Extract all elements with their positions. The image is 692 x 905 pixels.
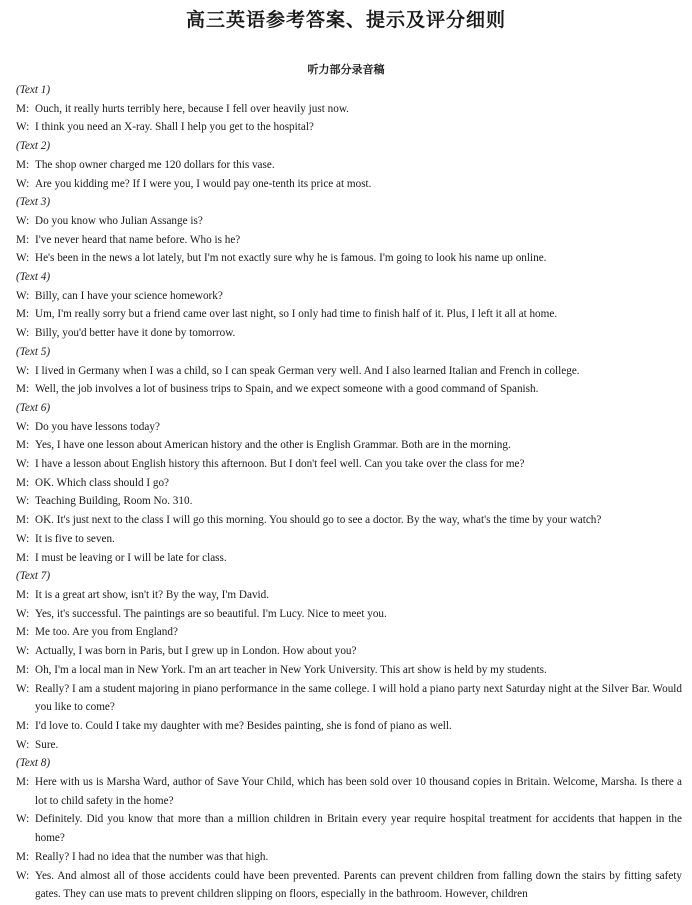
dialogue-text: Actually, I was born in Paris, but I grew up in London. How about you?	[35, 645, 357, 658]
dialogue-text: Um, I'm really sorry but a friend came over last night, so I only had time to finish half of it. Plus, I left it all at home.	[35, 308, 558, 321]
dialogue-line	[16, 810, 682, 847]
text-heading: (Text 1)	[16, 84, 51, 96]
speaker-label: W:	[16, 532, 30, 545]
dialogue-text: Yes, it's successful. The paintings are so beautiful. I'm Lucy. Nice to meet you.	[35, 607, 387, 620]
speaker-label: W:	[16, 869, 30, 882]
dialogue-line	[16, 530, 682, 549]
speaker-label: W:	[16, 289, 30, 302]
dialogue-text: I think you need an X-ray. Shall I help you get to the hospital?	[35, 121, 314, 134]
speaker-label: M:	[16, 308, 30, 321]
dialogue-line	[16, 249, 682, 268]
dialogue-line	[16, 418, 682, 437]
dialogue-text: It is a great art show, isn't it? By the way, I'm David.	[35, 588, 270, 601]
dialogue-text: The shop owner charged me 120 dollars for this vase.	[35, 158, 275, 171]
speaker-label: W:	[16, 607, 30, 620]
dialogue-text: OK. Which class should I go?	[35, 476, 170, 489]
dialogue-line	[16, 118, 682, 137]
text-heading: (Text 8)	[16, 757, 51, 770]
speaker-label: W:	[16, 364, 30, 377]
dialogue-line	[16, 867, 682, 904]
speaker-label: M:	[16, 663, 30, 676]
dialogue-text: Yes. And almost all of those accidents could have been prevented. Parents can prevent children from falling down the stairs by fitting safety gates. They can use mats to prevent children slipping on floors, especially in the bathroom. However, children	[35, 869, 682, 901]
dialogue-line	[16, 474, 682, 493]
dialogue-line	[16, 680, 682, 717]
speaker-label: W:	[16, 252, 30, 265]
speaker-label: W:	[16, 495, 30, 508]
speaker-label: M:	[16, 102, 30, 115]
dialogue-line	[16, 549, 682, 568]
dialogue-line	[16, 305, 682, 324]
dialogue-line	[16, 717, 682, 736]
dialogue-text: Well, the job involves a lot of business trips to Spain, and we expect someone with a good command of Spanish.	[35, 383, 539, 396]
dialogue-text: Me too. Are you from England?	[35, 626, 178, 639]
dialogue-text: He's been in the news a lot lately, but I'm not exactly sure why he is famous. I'm going to look his name up online.	[35, 252, 547, 265]
speaker-label: W:	[16, 214, 30, 227]
speaker-label: W:	[16, 645, 30, 658]
dialogue-text: It is five to seven.	[35, 532, 115, 545]
dialogue-text: Billy, can I have your science homework?	[35, 289, 223, 302]
text-heading: (Text 5)	[16, 345, 51, 358]
speaker-label: W:	[16, 327, 30, 340]
dialogue-line	[16, 380, 682, 399]
dialogue-line	[16, 586, 682, 605]
speaker-label: M:	[16, 383, 30, 396]
page-title: 高三英语参考答案、提示及评分细则	[185, 9, 506, 31]
dialogue-line	[16, 436, 682, 455]
speaker-label: M:	[16, 776, 30, 789]
speaker-label: M:	[16, 551, 30, 564]
dialogue-line	[16, 661, 682, 680]
transcript	[16, 81, 682, 904]
speaker-label: W:	[16, 813, 30, 826]
dialogue-text: Definitely. Did you know that more than a million children in Britain every year require hospital treatment for accidents that happen in the home?	[35, 813, 682, 845]
speaker-label: W:	[16, 420, 30, 433]
speaker-label: W:	[16, 177, 30, 190]
dialogue-line	[16, 231, 682, 250]
dialogue-line	[16, 156, 682, 175]
dialogue-text: Really? I had no idea that the number was that high.	[35, 850, 269, 863]
dialogue-line	[16, 175, 682, 194]
speaker-label: M:	[16, 850, 30, 863]
dialogue-text: Sure.	[35, 738, 59, 751]
text-heading: (Text 2)	[16, 140, 51, 153]
dialogue-line	[16, 455, 682, 474]
dialogue-text: Teaching Building, Room No. 310.	[35, 495, 193, 508]
dialogue-text: Oh, I'm a local man in New York. I'm an art teacher in New York University. This art show is held by my students.	[35, 663, 547, 676]
dialogue-text: I've never heard that name before. Who is he?	[35, 233, 241, 246]
section-title: 听力部分录音稿	[307, 63, 385, 76]
speaker-label: M:	[16, 476, 30, 489]
dialogue-line	[16, 287, 682, 306]
dialogue-line	[16, 623, 682, 642]
text-heading: (Text 7)	[16, 570, 51, 583]
dialogue-line	[16, 736, 682, 755]
text-heading: (Text 6)	[16, 401, 51, 414]
dialogue-text: Really? I am a student majoring in piano performance in the same college. I will hold a piano party next Saturday night at the Silver Bar. Would you like to come?	[35, 682, 682, 714]
dialogue-text: Here with us is Marsha Ward, author of Save Your Child, which has been sold over 10 thousand copies in Britain. Welcome, Marsha. Is there a lot to child safety in the home?	[35, 776, 682, 807]
dialogue-text: Ouch, it really hurts terribly here, because I fell over heavily just now.	[35, 102, 349, 115]
dialogue-text: I must be leaving or I will be late for class.	[35, 551, 227, 564]
dialogue-text: Do you know who Julian Assange is?	[35, 214, 203, 227]
dialogue-line	[16, 511, 682, 530]
speaker-label: M:	[16, 588, 30, 601]
dialogue-line	[16, 212, 682, 231]
dialogue-line	[16, 362, 682, 381]
text-heading: (Text 4)	[16, 271, 51, 284]
speaker-label: M:	[16, 514, 30, 527]
speaker-label: M:	[16, 626, 30, 639]
dialogue-text: Yes, I have one lesson about American history and the other is English Grammar. Both are in the morning.	[35, 439, 511, 452]
speaker-label: W:	[16, 738, 30, 751]
dialogue-text: Billy, you'd better have it done by tomorrow.	[35, 327, 236, 340]
speaker-label: W:	[16, 121, 30, 134]
dialogue-line	[16, 324, 682, 343]
speaker-label: W:	[16, 458, 30, 471]
dialogue-line	[16, 642, 682, 661]
dialogue-text: I lived in Germany when I was a child, so I can speak German very well. And I also learned Italian and French in college.	[35, 364, 580, 377]
dialogue-text: OK. It's just next to the class I will go this morning. You should go to see a doctor. By the way, what's the time by your watch?	[35, 514, 602, 527]
speaker-label: M:	[16, 719, 30, 732]
dialogue-text: I have a lesson about English history this afternoon. But I don't feel well. Can you take over the class for me?	[35, 458, 525, 471]
dialogue-line	[16, 848, 682, 867]
dialogue-text: I'd love to. Could I take my daughter with me? Besides painting, she is fond of piano as well.	[35, 719, 452, 732]
speaker-label: W:	[16, 682, 30, 695]
dialogue-text: Do you have lessons today?	[35, 420, 160, 433]
speaker-label: M:	[16, 233, 30, 246]
speaker-label: M:	[16, 158, 30, 171]
text-heading: (Text 3)	[16, 196, 51, 209]
dialogue-line	[16, 773, 682, 810]
dialogue-line	[16, 492, 682, 511]
dialogue-text: Are you kidding me? If I were you, I would pay one-tenth its price at most.	[35, 177, 372, 190]
dialogue-line	[16, 100, 682, 119]
dialogue-line	[16, 605, 682, 624]
speaker-label: M:	[16, 439, 30, 452]
